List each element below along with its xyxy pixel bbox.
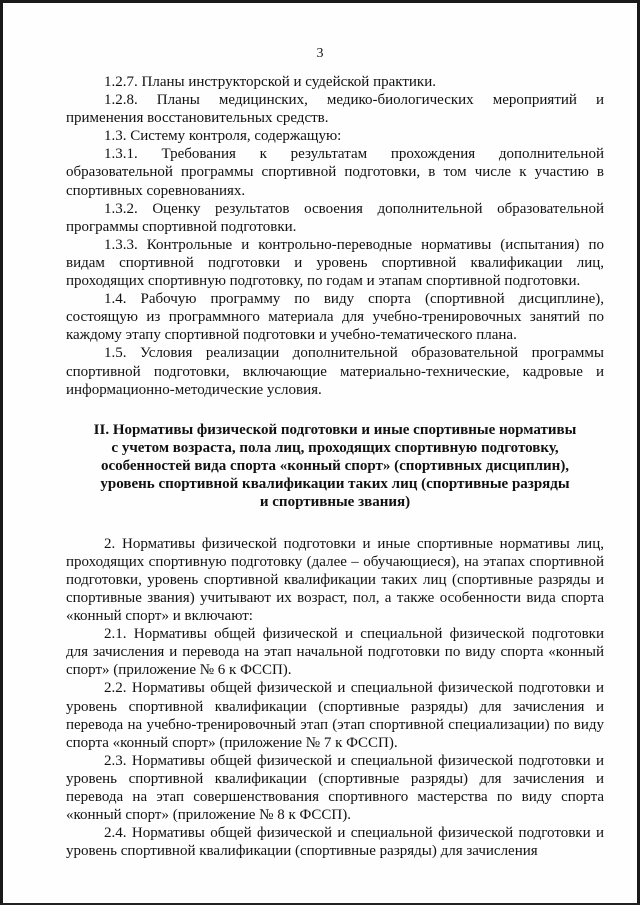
scan-border-left <box>0 0 3 905</box>
scan-border-top <box>0 0 640 3</box>
paragraph: 1.4. Рабочую программу по виду спорта (спортивной дисциплине), состоящую из программного материала для учебно-тренировочных занятий по каждому этапу спортивной подготовки и учебно-тематического плана. <box>66 291 604 344</box>
paragraph: 1.3.2. Оценку результатов освоения дополнительной образовательной программы спортивной подготовки. <box>66 200 604 235</box>
section-heading-line: уровень спортивной квалификации таких лиц (спортивные разряды <box>100 475 570 492</box>
paragraph: 2.1. Нормативы общей физической и специальной физической подготовки для зачисления и перевода на этап начальной подготовки по виду спорта «конный спорт» (приложение № 6 к ФССП). <box>66 626 604 679</box>
paragraph: 1.3.3. Контрольные и контрольно-переводные нормативы (испытания) по видам спортивной подготовки и уровень спортивной квалификации лиц, проходящих спортивную подготовку, по годам и этапам спортивной подготовки. <box>66 236 604 290</box>
section-heading <box>66 421 604 511</box>
page-number: 3 <box>316 46 324 61</box>
paragraph: 1.3.1. Требования к результатам прохождения дополнительной образовательной программы спортивной подготовки, в том числе к участию в спортивных соревнованиях. <box>66 146 604 199</box>
paragraph: 1.2.8. Планы медицинских, медико-биологических мероприятий и применения восстановительных средств. <box>66 92 604 127</box>
paragraph: 1.3. Систему контроля, содержащую: <box>104 128 342 145</box>
document-body <box>66 73 604 860</box>
section-heading-line: и спортивные звания) <box>259 493 411 510</box>
paragraph: 1.5. Условия реализации дополнительной образовательной программы спортивной подготовки, включающие материально-технические, кадровые и информационно-методические условия. <box>66 345 604 398</box>
paragraph: 1.2.7. Планы инструкторской и судейской практики. <box>104 74 436 90</box>
paragraph: 2.2. Нормативы общей физической и специальной физической подготовки и уровень спортивной квалификации (спортивные разряды) для зачисления и перевода на учебно-тренировочный этап (этап спортивной специализации) по виду спорта «конный спорт» (приложение № 7 к ФССП). <box>66 680 604 751</box>
paragraph: 2. Нормативы физической подготовки и иные спортивные нормативы лиц, проходящих спортивную подготовку (далее – обучающиеся), на этапах спортивной подготовки, уровень спортивной квалификации таких лиц (спортивные разряды и спортивные звания) учитывают их возраст, пол, а также особенности вида спорта «конный спорт» и включают: <box>66 535 604 625</box>
paragraph: 2.4. Нормативы общей физической и специальной физической подготовки и уровень спортивной квалификации (спортивные разряды) для зачисления <box>66 825 604 860</box>
section-heading-line: II. Нормативы физической подготовки и иные спортивные нормативы <box>93 421 577 438</box>
section-heading-line: особенностей вида спорта «конный спорт» (спортивных дисциплин), <box>100 457 570 474</box>
section-heading-line: с учетом возраста, пола лиц, проходящих спортивную подготовку, <box>111 439 559 456</box>
paragraph: 2.3. Нормативы общей физической и специальной физической подготовки и уровень спортивной квалификации (спортивные разряды) для зачисления и перевода на этап совершенствования спортивного мастерства по виду спорта «конный спорт» (приложение № 8 к ФССП). <box>66 752 604 824</box>
